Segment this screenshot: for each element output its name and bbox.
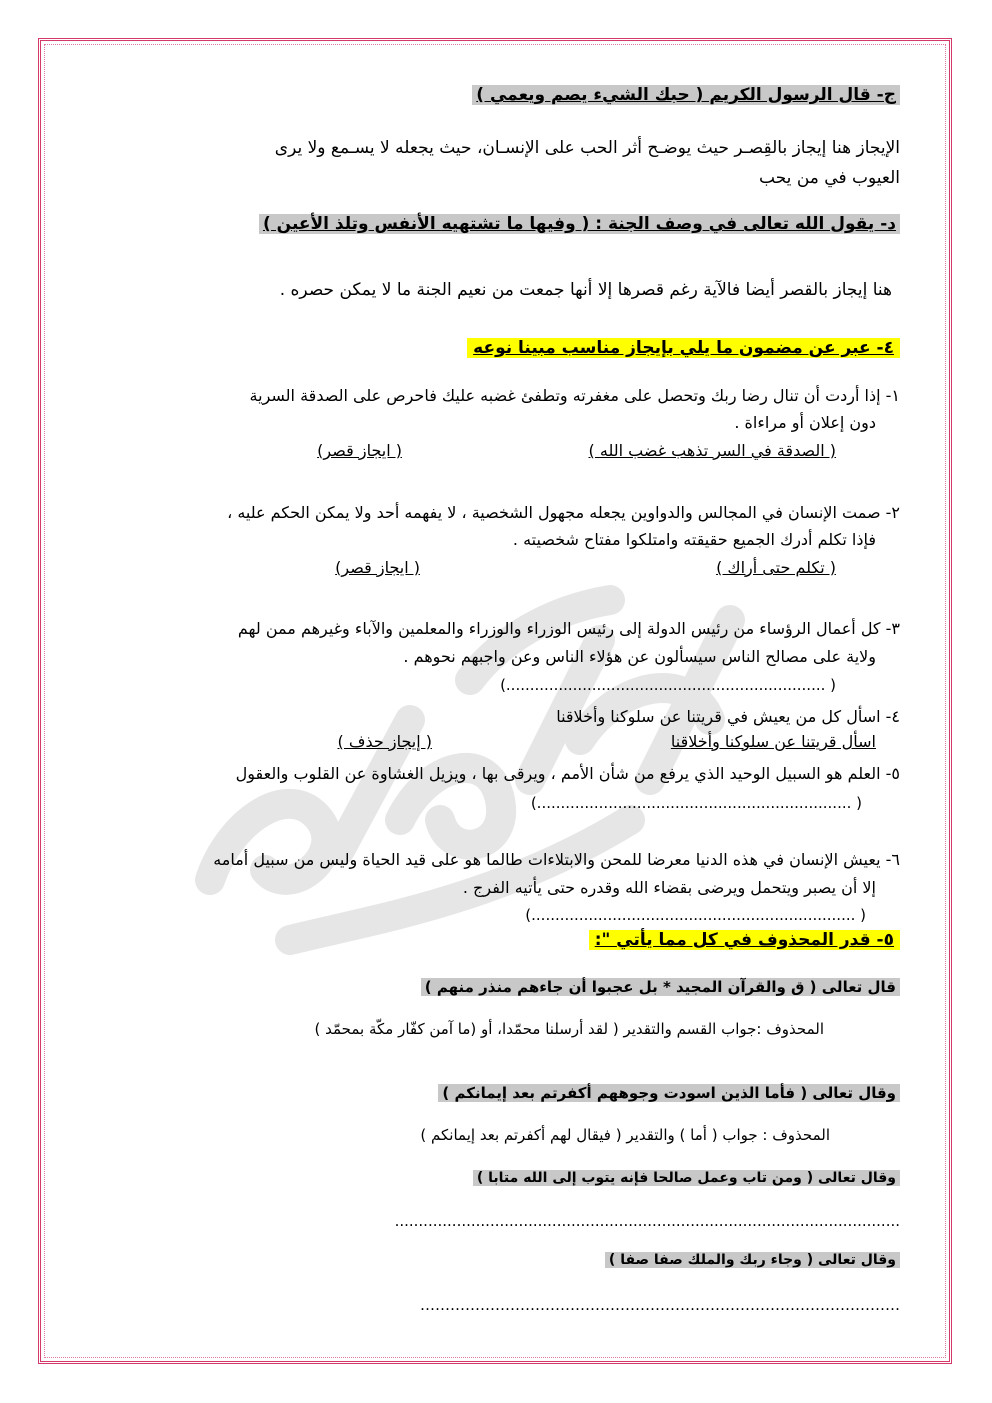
question-4-heading <box>467 338 900 358</box>
q4-item-1-line-2: دون إعلان أو مراءاة . <box>734 413 876 432</box>
q4-item-2-line-2: فإذا تكلم أدرك الجميع حقيقته وامتلكوا مفتاح شخصيته . <box>512 530 876 549</box>
section-j-line-1: الإيجاز هنا إيجاز بالقِصـر حيث يوضـح أثر الحب على الإنسـان، حيث يجعله لا يسـمع ولا يرى <box>274 138 900 158</box>
q4-item-5-line-1: ٥- العلم هو السبيل الوحيد الذي يرفع من شأن الأمم ، ويرقى بها ، ويزيل الغشاوة عن القلوب والعقول <box>235 764 900 783</box>
q4-item-6-line-1: ٦- يعيش الإنسان في هذه الدنيا معرضا للمحن والابتلاءات طالما هو على قيد الحياة وليس من سبيل أمامه <box>213 850 900 869</box>
q5-verse-4-text: وقال تعالى ( وجاء ربك والملك صفا صفا ) <box>605 1252 900 1268</box>
q4-item-2-line-1: ٢- صمت الإنسان في المجالس والدواوين يجعله مجهول الشخصية ، لا يفهمه أحد ولا يمكن الحكم عليه ، <box>227 503 900 522</box>
q4-item-1-type: ( ايجاز قصر) <box>317 441 402 460</box>
q4-item-3-line-1: ٣- كل أعمال الرؤساء من رئيس الدولة إلى رئيس الوزراء والوزراء والمعلمين والآباء وغيرهم ممن لهم <box>237 619 900 638</box>
section-j-heading <box>472 85 900 105</box>
q5-verse-1 <box>421 978 900 996</box>
q4-item-5-answer-blank[interactable]: ( ..................................................................) <box>530 794 862 812</box>
q4-item-2-answer: ( تكلم حتى أراك ) <box>716 558 836 577</box>
section-d-heading <box>259 214 900 234</box>
question-4-heading-text: ٤- عبر عن مضمون ما يلي بإيجاز مناسب مبينا نوعه <box>467 338 900 358</box>
q4-item-1-answer: ( الصدقة في السر تذهب غضب الله ) <box>588 441 836 460</box>
q5-verse-3 <box>473 1170 900 1186</box>
question-5-heading <box>589 930 900 950</box>
q5-verse-3-text: وقال تعالى ( ومن تاب وعمل صالحا فإنه يتوب إلى الله متابا ) <box>473 1170 900 1186</box>
q4-item-4-answer: اسأل قريتنا عن سلوكنا وأخلاقنا <box>670 732 876 751</box>
page-border-inner <box>44 44 946 1358</box>
q5-answer-1: المحذوف :جواب القسم والتقدير ( لقد أرسلنا محمّدا، أو (ما آمن كفّار مكّة بمحمّد ) <box>314 1020 824 1038</box>
q5-answer-3-blank[interactable]: .......................................................................................................... <box>394 1212 900 1230</box>
q5-verse-2-text: وقال تعالى ( فأما الذين اسودت وجوههم أكفرتم بعد إيمانكم ) <box>438 1084 900 1102</box>
question-5-heading-text: ٥- قدر المحذوف في كل مما يأتي ": <box>589 930 900 950</box>
section-j-line-2: العيوب في من يحب <box>759 168 900 188</box>
q5-answer-2: المحذوف : جواب ( أما ) والتقدير ( فيقال لهم أكفرتم بعد إيمانكم ) <box>420 1126 830 1144</box>
q4-item-6-answer-blank[interactable]: ( ....................................................................) <box>525 906 866 924</box>
q4-item-4-line-1: ٤- اسأل كل من يعيش في قريتنا عن سلوكنا وأخلاقنا <box>556 707 900 726</box>
q4-item-4-type: ( إيجاز حذف ) <box>337 732 432 751</box>
q4-item-6-line-2: إلا أن يصبر ويتحمل ويرضى بقضاء الله وقدره حتى يأتيه الفرج . <box>462 878 876 897</box>
q5-verse-2 <box>438 1084 900 1102</box>
q4-item-3-answer-blank[interactable]: ( ...................................................................) <box>500 676 836 694</box>
section-d-heading-text: د- يقول الله تعالى في وصف الجنة : ( وفيها ما تشتهيه الأنفس وتلذ الأعين ) <box>259 214 900 234</box>
q5-answer-4-blank[interactable]: …………………………………………………………………………………… <box>420 1296 900 1314</box>
section-d-line-1: هنا إيجاز بالقصر أيضا فالآية رغم قصرها إلا أنها جمعت من نعيم الجنة ما لا يمكن حصره . <box>279 280 892 300</box>
q4-item-2-type: ( ايجاز قصر) <box>335 558 420 577</box>
q4-item-1-line-1: ١- إذا أردت أن تنال رضا ربك وتحصل على مغفرته وتطفئ غضبه عليك فاحرص على الصدقة السرية <box>249 386 900 405</box>
section-j-heading-text: ج- قال الرسول الكريم ( حبك الشيء يصم ويعمي ) <box>472 85 900 105</box>
q5-verse-1-text: قال تعالى ( ق والقرآن المجيد * بل عجبوا أن جاءهم منذر منهم ) <box>421 978 900 996</box>
q4-item-3-line-2: ولاية على مصالح الناس سيسألون عن هؤلاء الناس وعن واجبهم نحوهم . <box>403 647 876 666</box>
q5-verse-4 <box>605 1252 900 1268</box>
